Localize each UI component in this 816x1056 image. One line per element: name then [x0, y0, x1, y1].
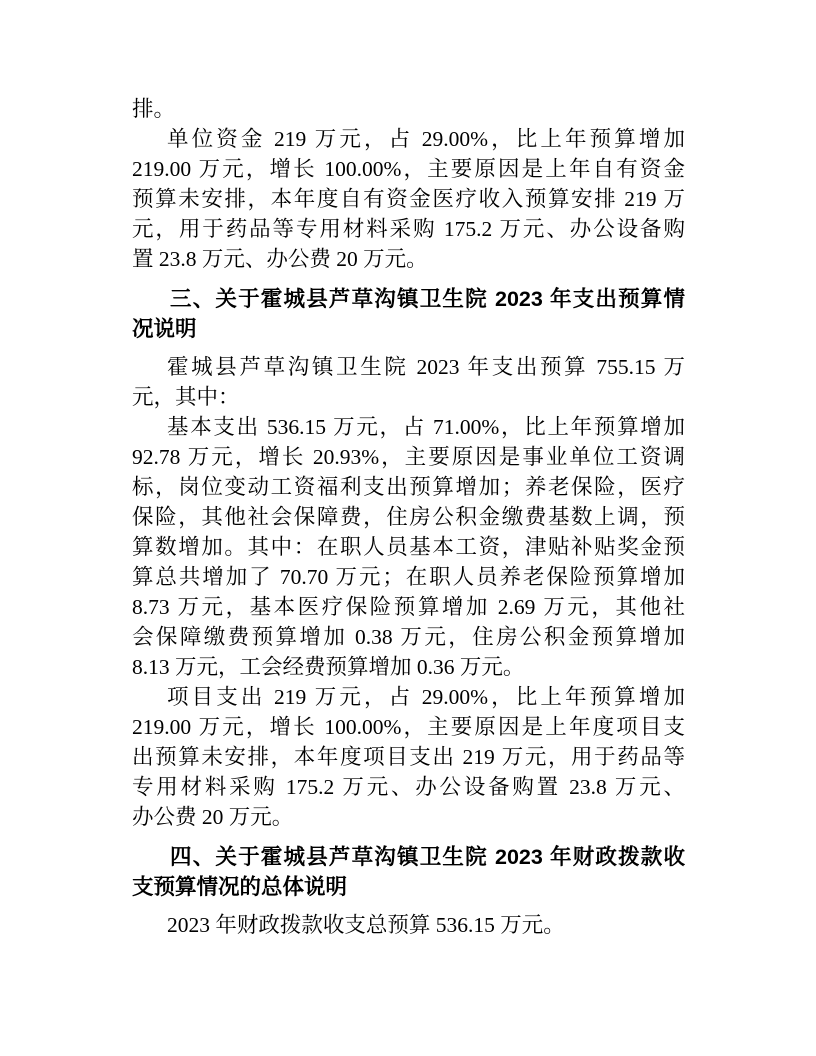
text-line: 元，用于药品等专用材料采购 175.2 万元、办公设备购	[132, 217, 685, 241]
text-line: 况说明	[132, 317, 197, 341]
text-line: 基本支出 536.15 万元，占 71.00%，比上年预算增加	[167, 415, 685, 439]
text-line: 算总共增加了 70.70 万元；在职人员养老保险预算增加	[132, 565, 685, 589]
text-line: 单位资金 219 万元，占 29.00%，比上年预算增加	[167, 127, 685, 151]
text-line: 8.13 万元，工会经费预算增加 0.36 万元。	[132, 655, 525, 679]
document-body	[132, 94, 685, 940]
text-line: 2023 年财政拨款收支总预算 536.15 万元。	[167, 913, 565, 937]
text-line: 元，其中：	[132, 385, 240, 409]
text-line: 预算未安排，本年度自有资金医疗收入预算安排 219 万	[132, 187, 685, 211]
text-line: 会保障缴费预算增加 0.38 万元，住房公积金预算增加	[132, 625, 685, 649]
paragraph	[132, 910, 685, 940]
text-line: 92.78 万元，增长 20.93%，主要原因是事业单位工资调	[132, 445, 685, 469]
paragraph	[132, 124, 685, 274]
text-line: 出预算未安排，本年度项目支出 219 万元，用于药品等	[132, 745, 685, 769]
text-line: 专用材料采购 175.2 万元、办公设备购置 23.8 万元、	[132, 775, 685, 799]
text-line: 219.00 万元，增长 100.00%，主要原因是上年自有资金	[132, 157, 685, 181]
text-line: 8.73 万元，基本医疗保险预算增加 2.69 万元，其他社	[132, 595, 685, 619]
text-line: 算数增加。其中：在职人员基本工资，津贴补贴奖金预	[132, 535, 685, 559]
paragraph	[132, 412, 685, 682]
text-line: 四、关于霍城县芦草沟镇卫生院 2023 年财政拨款收	[170, 845, 685, 869]
text-line: 置 23.8 万元、办公费 20 万元。	[132, 247, 428, 271]
text-line: 支预算情况的总体说明	[132, 875, 348, 899]
section-heading	[132, 842, 685, 902]
text-line: 排。	[132, 97, 176, 121]
text-line: 标，岗位变动工资福利支出预算增加；养老保险，医疗	[132, 475, 685, 499]
paragraph	[132, 352, 685, 412]
text-line: 219.00 万元，增长 100.00%，主要原因是上年度项目支	[132, 715, 685, 739]
paragraph	[132, 682, 685, 832]
text-line: 保险，其他社会保障费，住房公积金缴费基数上调，预	[132, 505, 685, 529]
text-line: 霍城县芦草沟镇卫生院 2023 年支出预算 755.15 万	[167, 355, 685, 379]
text-line: 办公费 20 万元。	[132, 805, 294, 829]
section-heading	[132, 284, 685, 344]
text-line: 三、关于霍城县芦草沟镇卫生院 2023 年支出预算情	[170, 287, 685, 311]
continuation-paragraph	[132, 94, 685, 124]
text-line: 项目支出 219 万元，占 29.00%，比上年预算增加	[167, 685, 685, 709]
